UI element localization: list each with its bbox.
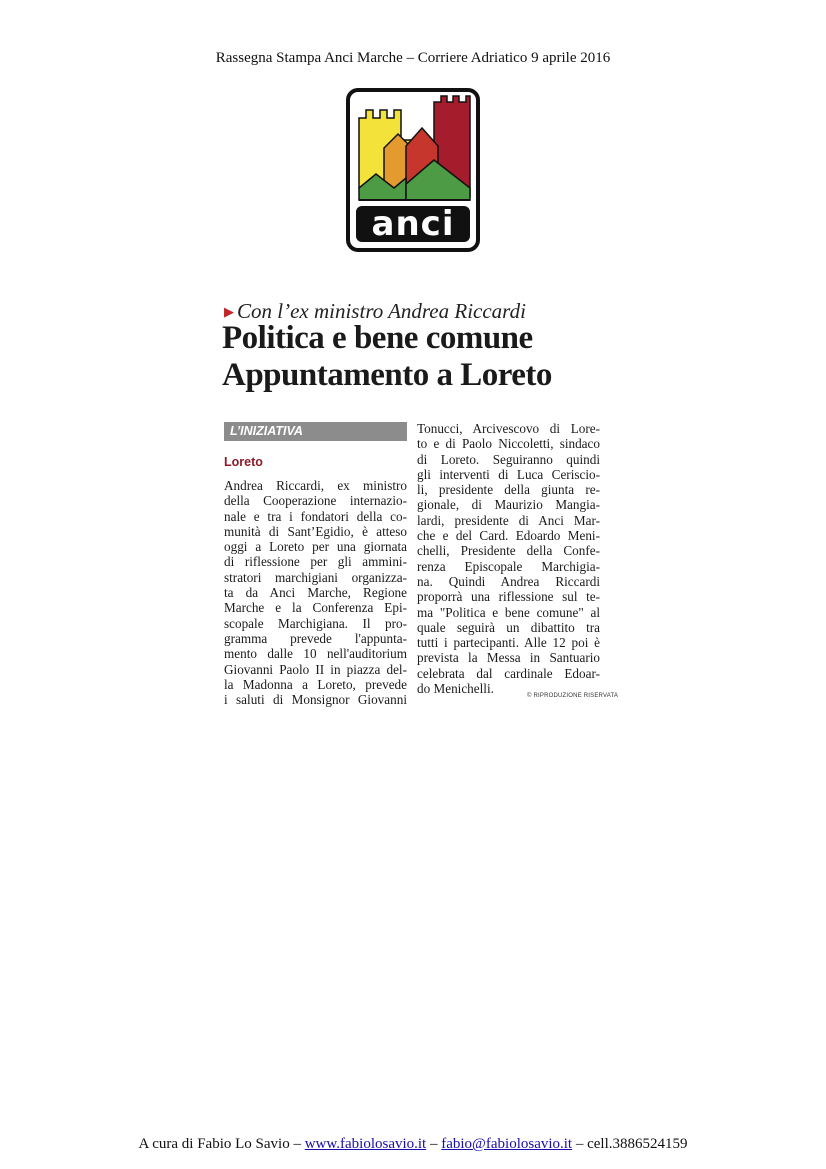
column-line: chelli, Presidente della Confe- (417, 543, 600, 559)
column-line: i saluti di Monsignor Giovanni (224, 692, 407, 708)
column-line: quale seguirà un dibattito tra (417, 619, 600, 635)
column-line: gramma prevede l'appunta- (224, 630, 407, 646)
page-footer (0, 1136, 826, 1153)
kicker-triangle-icon: ▶ (224, 304, 234, 319)
column-line: Tonucci, Arcivescovo di Lore- (417, 421, 600, 436)
kicker-text: Con l’ex ministro Andrea Riccardi (237, 299, 526, 323)
column-line: prevista la Messa in Santuario (417, 650, 600, 666)
article-column-1 (224, 478, 407, 707)
column-line: ta da Anci Marche, Regione (224, 585, 407, 601)
reproduction-notice: © RIPRODUZIONE RISERVATA (527, 693, 619, 699)
section-tag-label: L’INIZIATIVA (230, 424, 303, 438)
column-line: do Menichelli. (417, 681, 494, 697)
column-line: lardi, presidente di Anci Mar- (417, 512, 600, 528)
column-line: celebrata dal cardinale Edoar- (417, 665, 600, 681)
column-line: di riflessione per gli ammini- (224, 554, 407, 570)
column-line: Marche e la Conferenza Epi- (224, 600, 407, 616)
article-dateline: Loreto (224, 455, 263, 469)
column-line: che e del Card. Edoardo Meni- (417, 528, 600, 544)
column-line: proporrà una riflessione sul te- (417, 589, 600, 605)
column-line: nale e tra i fondatori della co- (224, 508, 407, 524)
column-line: gli interventi di Luca Ceriscio- (417, 466, 600, 482)
section-tag (224, 422, 407, 441)
column-line: la Madonna a Loreto, prevede (224, 676, 407, 692)
column-line: renza Episcopale Marchigia- (417, 558, 600, 574)
column-line: stratori marchigiani organizza- (224, 569, 407, 585)
column-line: di Loreto. Seguiranno quindi (417, 451, 600, 467)
column-line: Giovanni Paolo II in piazza del- (224, 661, 407, 677)
column-line: munità di Sant’Egidio, è atteso (224, 523, 407, 539)
title-line-2: Appuntamento a Loreto (222, 357, 552, 393)
column-line: gionale, di Maurizio Mangia- (417, 497, 600, 513)
column-line: scopale Marchigiana. Il pro- (224, 615, 407, 631)
column-line: to e di Paolo Niccoletti, sindaco (417, 436, 600, 452)
logo-text: anci (371, 204, 455, 244)
page-header: Rassegna Stampa Anci Marche – Corriere Adriatico 9 aprile 2016 (215, 50, 611, 66)
column-line: mento dalle 10 nell'auditorium (224, 646, 407, 662)
email-link[interactable]: fabio@fabiolosavio.it (441, 1136, 573, 1152)
column-line: della Cooperazione internazio- (224, 493, 407, 509)
article-column-2 (417, 421, 600, 696)
footer-prefix: A cura di Fabio Lo Savio – (138, 1136, 305, 1152)
column-line: na. Quindi Andrea Riccardi (417, 573, 600, 589)
article-title (222, 320, 552, 394)
column-line: tutti i partecipanti. Alle 12 poi è (417, 635, 600, 651)
column-line: ma "Politica e bene comune" al (417, 604, 600, 620)
anci-logo (346, 88, 480, 252)
website-link[interactable]: www.fabiolosavio.it (304, 1136, 427, 1152)
title-line-1: Politica e bene comune (222, 320, 533, 356)
column-line: Andrea Riccardi, ex ministro (224, 478, 407, 493)
column-line: oggi a Loreto per una giornata (224, 539, 407, 555)
column-line: li, presidente della giunta re- (417, 482, 600, 498)
footer-separator: – (426, 1136, 442, 1152)
footer-suffix: – cell.3886524159 (572, 1136, 688, 1152)
